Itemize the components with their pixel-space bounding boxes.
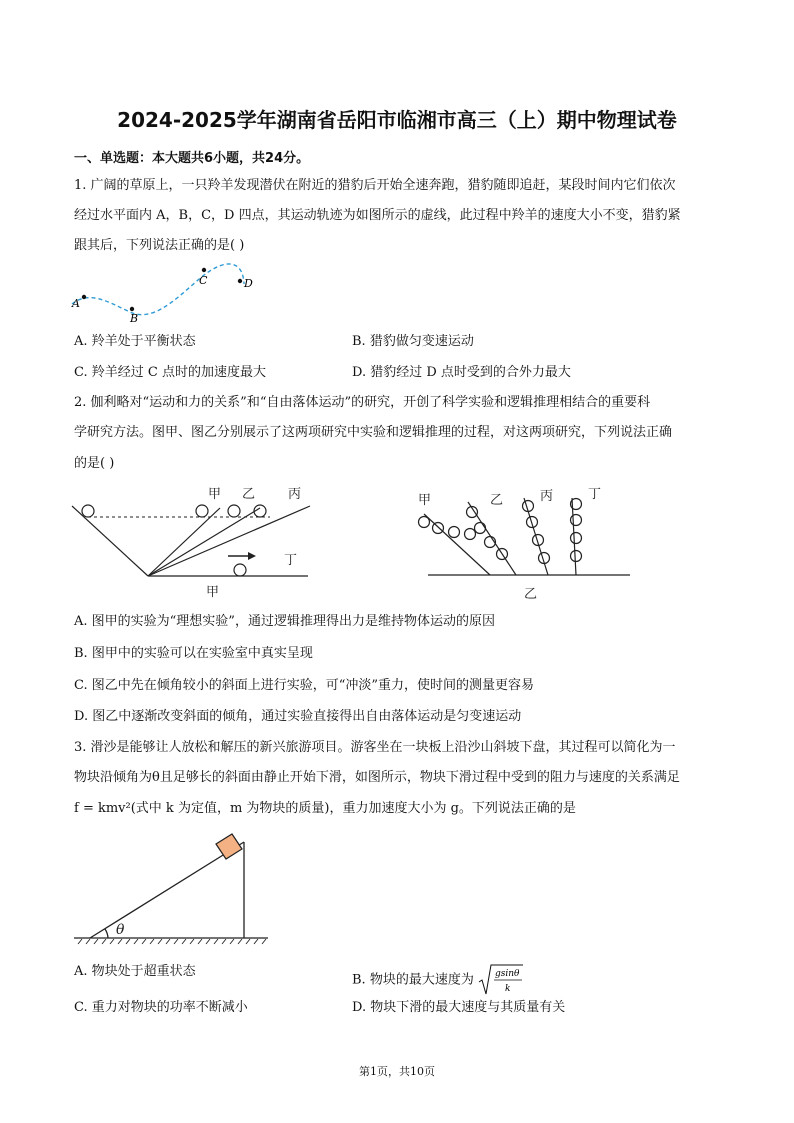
sqrt-expression [478,963,524,997]
fig2-label-ding: 丁 [588,487,602,502]
q2-figure-yi [412,484,634,604]
q1-option-c[interactable]: C. 羚羊经过 C 点时的加速度最大 [74,365,266,380]
q2-option-a[interactable]: A. 图甲的实验为“理想实验”，通过逻辑推理得出力是维持物体运动的原因 [74,614,495,629]
fig1-caption: 甲 [206,585,220,600]
trajectory-curve [72,264,244,315]
fig1-label-ding: 丁 [284,553,298,568]
ball-start [82,505,94,517]
q2-option-d[interactable]: D. 图乙中逐渐改变斜面的倾角，通过实验直接得出自由落体运动是匀变速运动 [74,709,522,724]
point-d-dot [238,279,242,283]
point-a-label: A [72,297,80,310]
page-footer: 第1页，共10页 [359,1065,435,1078]
point-c-label: C [199,274,208,287]
q2-option-c[interactable]: C. 图乙中先在倾角较小的斜面上进行实验，可“冲淡”重力，使时间的测量更容易 [74,678,535,693]
q2-option-b[interactable]: B. 图甲中的实验可以在实验室中真实呈现 [74,646,313,661]
fig2-label-jia: 甲 [418,493,432,508]
q3-option-b-text: B. 物块的最大速度为 [352,972,474,988]
q1-trajectory-figure [68,262,268,324]
arrow-head [248,552,256,560]
q2-line-3: 的是( ) [74,456,115,471]
point-a-dot [82,295,86,299]
fig1-label-yi: 乙 [242,487,256,502]
q3-line-1: 3. 滑沙是能够让人放松和解压的新兴旅游项目。游客坐在一块板上沿沙山斜坡下盘，其过程可以简化为一 [74,740,676,755]
ball-ding [234,564,246,576]
point-b-dot [130,307,134,311]
q3-option-a[interactable]: A. 物块处于超重状态 [74,964,196,979]
sqrt-numerator: gsinθ [494,969,520,979]
point-c-dot [202,268,206,272]
q1-option-d[interactable]: D. 猎豹经过 D 点时受到的合外力最大 [352,365,571,380]
point-d-label: D [244,277,253,290]
fig2-caption: 乙 [524,587,538,602]
page-title: 2024-2025学年湖南省岳阳市临湘市高三（上）期中物理试卷 [117,108,677,132]
sliding-block [216,834,242,859]
section-heading: 一、单选题：本大题共6小题，共24分。 [74,151,310,166]
q3-incline-figure [70,826,280,950]
q2-line-1: 2. 伽利略对“运动和力的关系”和“自由落体运动”的研究，开创了科学实验和逻辑推理相结合的重要科 [74,395,651,410]
q1-line-2: 经过水平面内 A，B，C，D 四点，其运动轨迹为如图所示的虚线，此过程中羚羊的速度大小不变，猎豹紧 [74,208,681,223]
sqrt-denominator: k [504,984,511,994]
q3-option-d[interactable]: D. 物块下滑的最大速度与其质量有关 [352,1000,566,1015]
q3-option-c[interactable]: C. 重力对物块的功率不断减小 [74,1000,248,1015]
q1-line-1: 1. 广阔的草原上，一只羚羊发现潜伏在附近的猎豹后开始全速奔跑，猎豹随即追赶，某段时间内它们依次 [74,178,676,193]
q1-option-a[interactable]: A. 羚羊处于平衡状态 [74,334,196,349]
ball-jia [196,505,208,517]
ball-yi [228,505,240,517]
q2-line-2: 学研究方法。图甲、图乙分别展示了这两项研究中实验和逻辑推理的过程，对这两项研究，下列说法正确 [74,425,673,440]
q3-option-b[interactable] [352,963,524,997]
fig2-label-bing: 丙 [540,489,554,504]
fig2-label-yi: 乙 [490,493,504,508]
angle-theta-label: θ [116,922,125,938]
q3-line-2: 物块沿倾角为θ且足够长的斜面由静止开始下滑，如图所示，物块下滑过程中受到的阻力与速度的关系满足 [74,770,680,785]
q2-figure-jia [70,484,320,604]
point-b-label: B [130,312,139,325]
q1-option-b[interactable]: B. 猎豹做匀变速运动 [352,334,474,349]
fig1-label-jia: 甲 [208,487,222,502]
q3-line-3: f = kmv²(式中 k 为定值，m 为物块的质量)，重力加速度大小为 g。下列说法正确的是 [74,801,576,816]
fig1-label-bing: 丙 [288,487,302,502]
q1-line-3: 跟其后，下列说法正确的是( ) [74,238,245,253]
